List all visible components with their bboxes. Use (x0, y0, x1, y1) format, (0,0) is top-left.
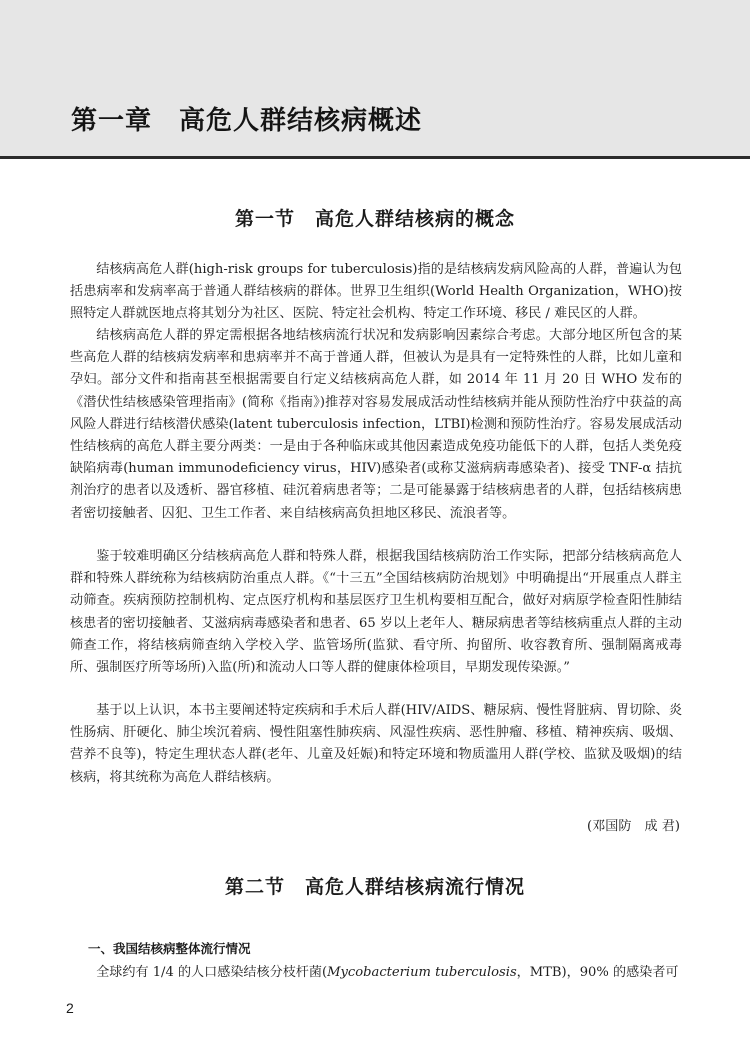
paragraph-5-tail: ，MTB)，90% 的感染者可 (516, 965, 679, 980)
paragraph-1: 结核病高危人群(high-risk groups for tuberculosis)指的是结核病发病风险高的人群，普遍认为包括患病率和发病率高于普通人群结核病的群体。世界卫生组织(World Health Organization，WHO)按照特定人群就医地点将其划分为社区、医院、特定社会机构、特定工作环境、移民 / 难民区的人群。 (70, 262, 682, 322)
subheading-national-epidemic: 一、我国结核病整体流行情况 (88, 941, 251, 956)
paragraph-5-lead: 全球约有 1/4 的人口感染结核分枝杆菌( (96, 965, 328, 980)
paragraph-3: 鉴于较难明确区分结核病高危人群和特殊人群，根据我国结核病防治工作实际，把部分结核病高危人群和特殊人群统称为结核病防治重点人群。《“十三五”全国结核病防治规划》中明确提出“开展重点人群主动筛查。疾病预防控制机构、定点医疗机构和基层医疗卫生机构要相互配合，做好对病原学检查阳性肺结核患者的密切接触者、艾滋病病毒感染者和患者、65 岁以上老年人、糖尿病患者等结核病重点人群的主动筛查工作，将结核病筛查纳入学校入学、监管场所(监狱、看守所、拘留所、收容教育所、强制隔离戒毒所、强制医疗所等场所)入监(所)和流动人口等人群的健康体检项目，早期发现传染源。” (70, 549, 682, 676)
header-rule (0, 156, 750, 159)
paragraph-5 (70, 962, 682, 984)
page-number: 2 (66, 1000, 74, 1016)
author-signature: (邓国防 成 君) (587, 819, 680, 834)
section-1-title: 第一节 高危人群结核病的概念 (234, 208, 515, 230)
species-name: Mycobacterium tuberculosis (327, 965, 517, 980)
section-2-title: 第二节 高危人群结核病流行情况 (224, 876, 525, 898)
paragraph-2: 结核病高危人群的界定需根据各地结核病流行状况和发病影响因素综合考虑。大部分地区所包含的某些高危人群的结核病发病率和患病率并不高于普通人群，但被认为是具有一定特殊性的人群，比如儿童和孕妇。部分文件和指南甚至根据需要自行定义结核病高危人群，如 2014 年 11 月 20 日 WHO 发布的《潜伏性结核感染管理指南》(简称《指南》)推荐对容易发展成活动性结核病并能从预防性治疗中获益的高风险人群进行结核潜伏感染(latent tuberculosis infection，LTBI)检测和预防性治疗。容易发展成活动性结核病的高危人群主要分两类：一是由于各种临床或其他因素造成免疫功能低下的人群，包括人类免疫缺陷病毒(human immunodeficiency virus，HIV)感染者(或称艾滋病病毒感染者)、接受 TNF-α 拮抗剂治疗的患者以及透析、器官移植、硅沉着病患者等；二是可能暴露于结核病患者的人群，包括结核病患者密切接触者、囚犯、卫生工作者、来自结核病高负担地区移民、流浪者等。 (70, 328, 682, 521)
chapter-title: 第一章 高危人群结核病概述 (71, 106, 423, 136)
paragraph-4: 基于以上认识，本书主要阐述特定疾病和手术后人群(HIV/AIDS、糖尿病、慢性肾脏病、胃切除、炎性肠病、肝硬化、肺尘埃沉着病、慢性阻塞性肺疾病、风湿性疾病、恶性肿瘤、移植、精神疾病、吸烟、营养不良等)，特定生理状态人群(老年、儿童及妊娠)和特定环境和物质滥用人群(学校、监狱及吸烟)的结核病，将其统称为高危人群结核病。 (70, 703, 682, 785)
